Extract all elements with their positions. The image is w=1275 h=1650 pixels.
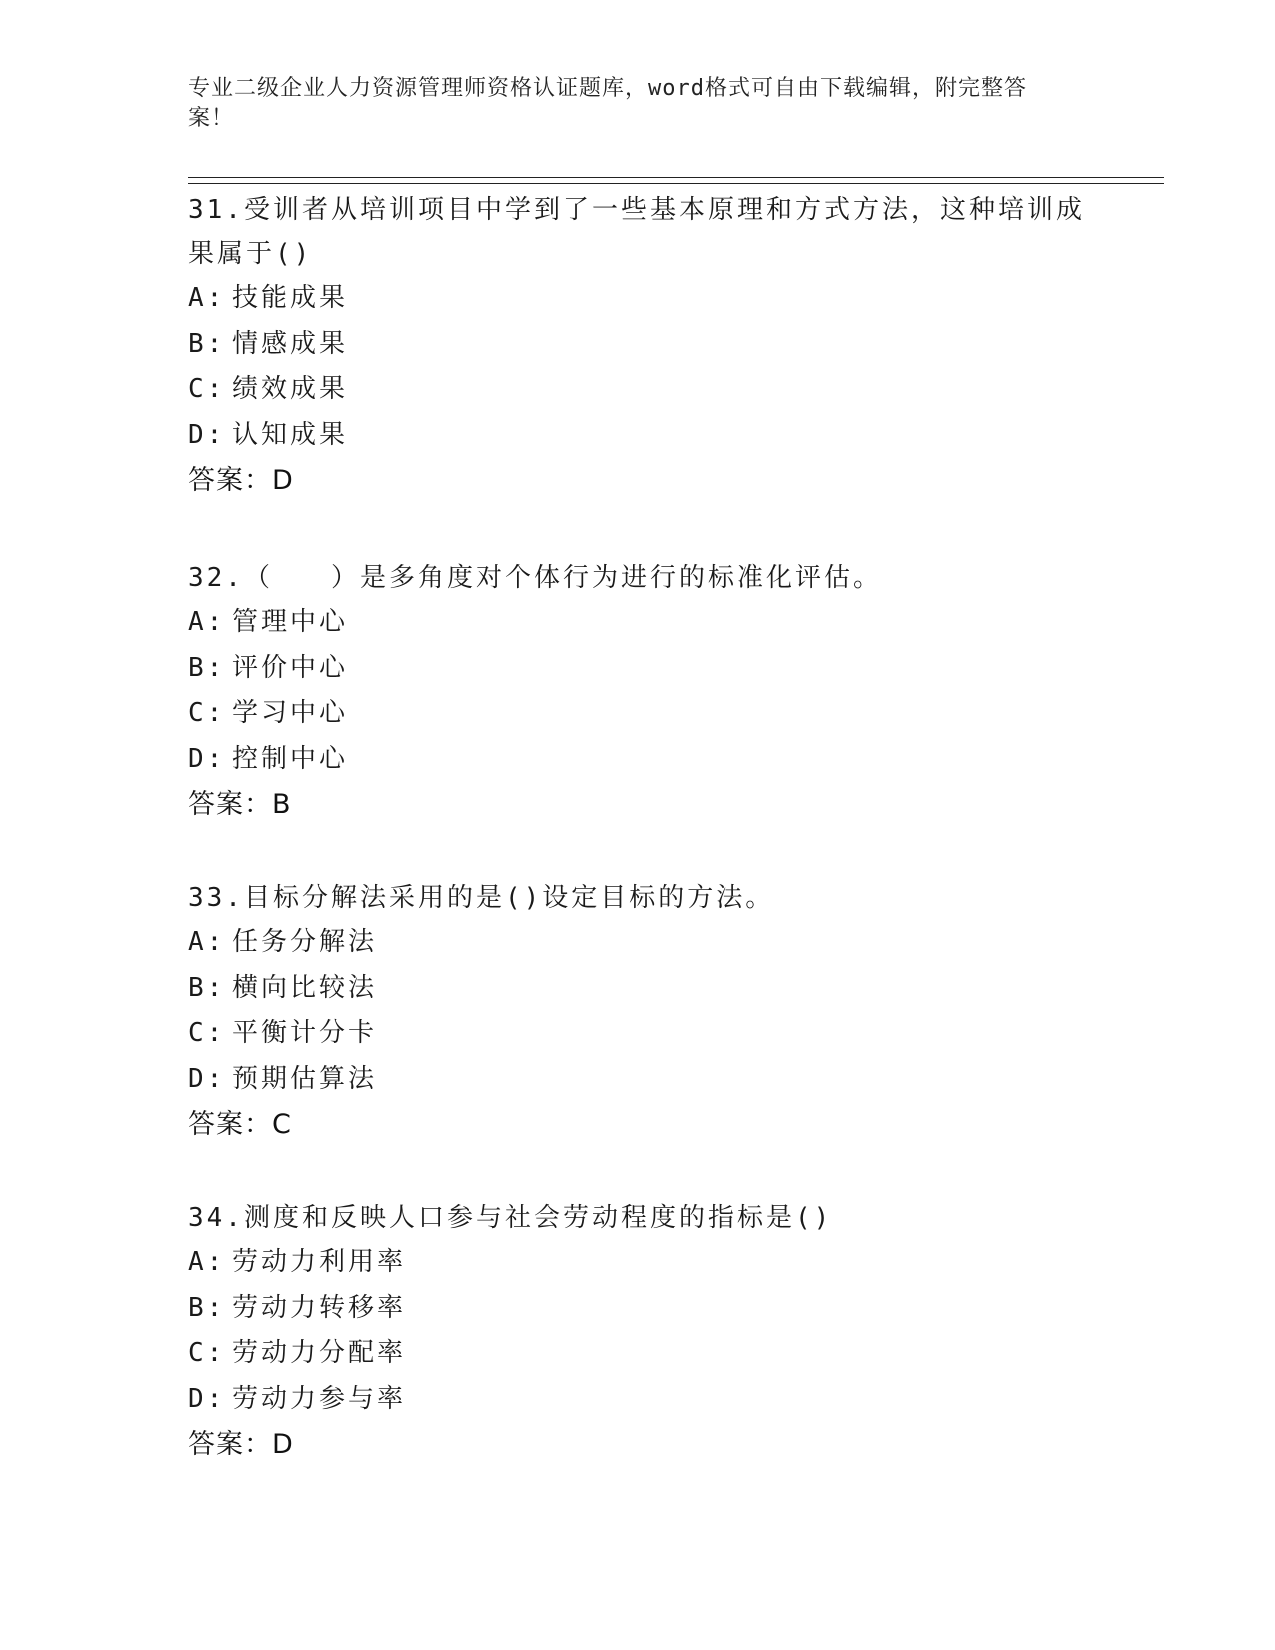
option-b — [188, 966, 1088, 1012]
option-a — [188, 276, 1088, 322]
option-a — [188, 1240, 1088, 1286]
option-key: C: — [188, 1338, 226, 1368]
question-32 — [188, 556, 1088, 828]
option-text: 劳动力转移率 — [232, 1292, 407, 1323]
option-text: 劳动力利用率 — [232, 1247, 407, 1277]
option-c — [188, 691, 1088, 737]
question-31 — [188, 188, 1088, 504]
option-text: 劳动力分配率 — [232, 1338, 407, 1368]
question-33 — [188, 876, 1088, 1148]
option-key: B: — [188, 1292, 226, 1323]
option-a — [188, 600, 1088, 646]
answer-line: 答案：D — [188, 1429, 294, 1460]
option-c — [188, 1331, 1088, 1377]
option-d — [188, 737, 1088, 783]
header-divider-bottom — [188, 183, 1164, 184]
question-34 — [188, 1196, 1088, 1468]
option-a — [188, 920, 1088, 966]
option-key: D: — [188, 419, 226, 450]
question-stem: 32.（ ）是多角度对个体行为进行的标准化评估。 — [188, 563, 882, 593]
option-key: C: — [188, 698, 226, 728]
option-key: B: — [188, 972, 226, 1003]
option-b — [188, 322, 1088, 368]
header-divider-top — [188, 177, 1164, 178]
answer-line: 答案：D — [188, 465, 294, 496]
answer-line: 答案：B — [188, 789, 292, 820]
option-text: 横向比较法 — [232, 972, 378, 1003]
option-text: 学习中心 — [232, 698, 349, 728]
option-key: C: — [188, 1018, 226, 1048]
option-key: D: — [188, 1383, 226, 1414]
option-d — [188, 413, 1088, 459]
option-b — [188, 1286, 1088, 1332]
option-key: C: — [188, 374, 226, 404]
option-text: 任务分解法 — [232, 927, 378, 957]
option-key: A: — [188, 927, 226, 957]
option-text: 技能成果 — [232, 283, 349, 313]
option-key: D: — [188, 743, 226, 774]
document-header: 专业二级企业人力资源管理师资格认证题库，word格式可自由下载编辑，附完整答案！ — [188, 76, 1027, 131]
option-text: 预期估算法 — [232, 1063, 378, 1094]
option-text: 情感成果 — [232, 328, 349, 359]
option-text: 绩效成果 — [232, 374, 349, 404]
question-stem: 34.测度和反映人口参与社会劳动程度的指标是() — [188, 1203, 833, 1233]
option-text: 管理中心 — [232, 607, 349, 637]
option-text: 劳动力参与率 — [232, 1383, 407, 1414]
answer-line: 答案：C — [188, 1109, 292, 1140]
option-key: A: — [188, 607, 226, 637]
option-b — [188, 646, 1088, 692]
option-key: B: — [188, 328, 226, 359]
option-d — [188, 1057, 1088, 1103]
option-c — [188, 367, 1088, 413]
option-key: B: — [188, 652, 226, 683]
option-text: 认知成果 — [232, 419, 349, 450]
option-key: A: — [188, 283, 226, 313]
question-stem: 31.受训者从培训项目中学到了一些基本原理和方式方法，这种培训成果属于() — [188, 195, 1085, 269]
option-c — [188, 1011, 1088, 1057]
option-text: 平衡计分卡 — [232, 1018, 378, 1048]
option-d — [188, 1377, 1088, 1423]
option-key: A: — [188, 1247, 226, 1277]
option-text: 评价中心 — [232, 652, 349, 683]
question-stem: 33.目标分解法采用的是()设定目标的方法。 — [188, 883, 775, 913]
option-text: 控制中心 — [232, 743, 349, 774]
option-key: D: — [188, 1063, 226, 1094]
